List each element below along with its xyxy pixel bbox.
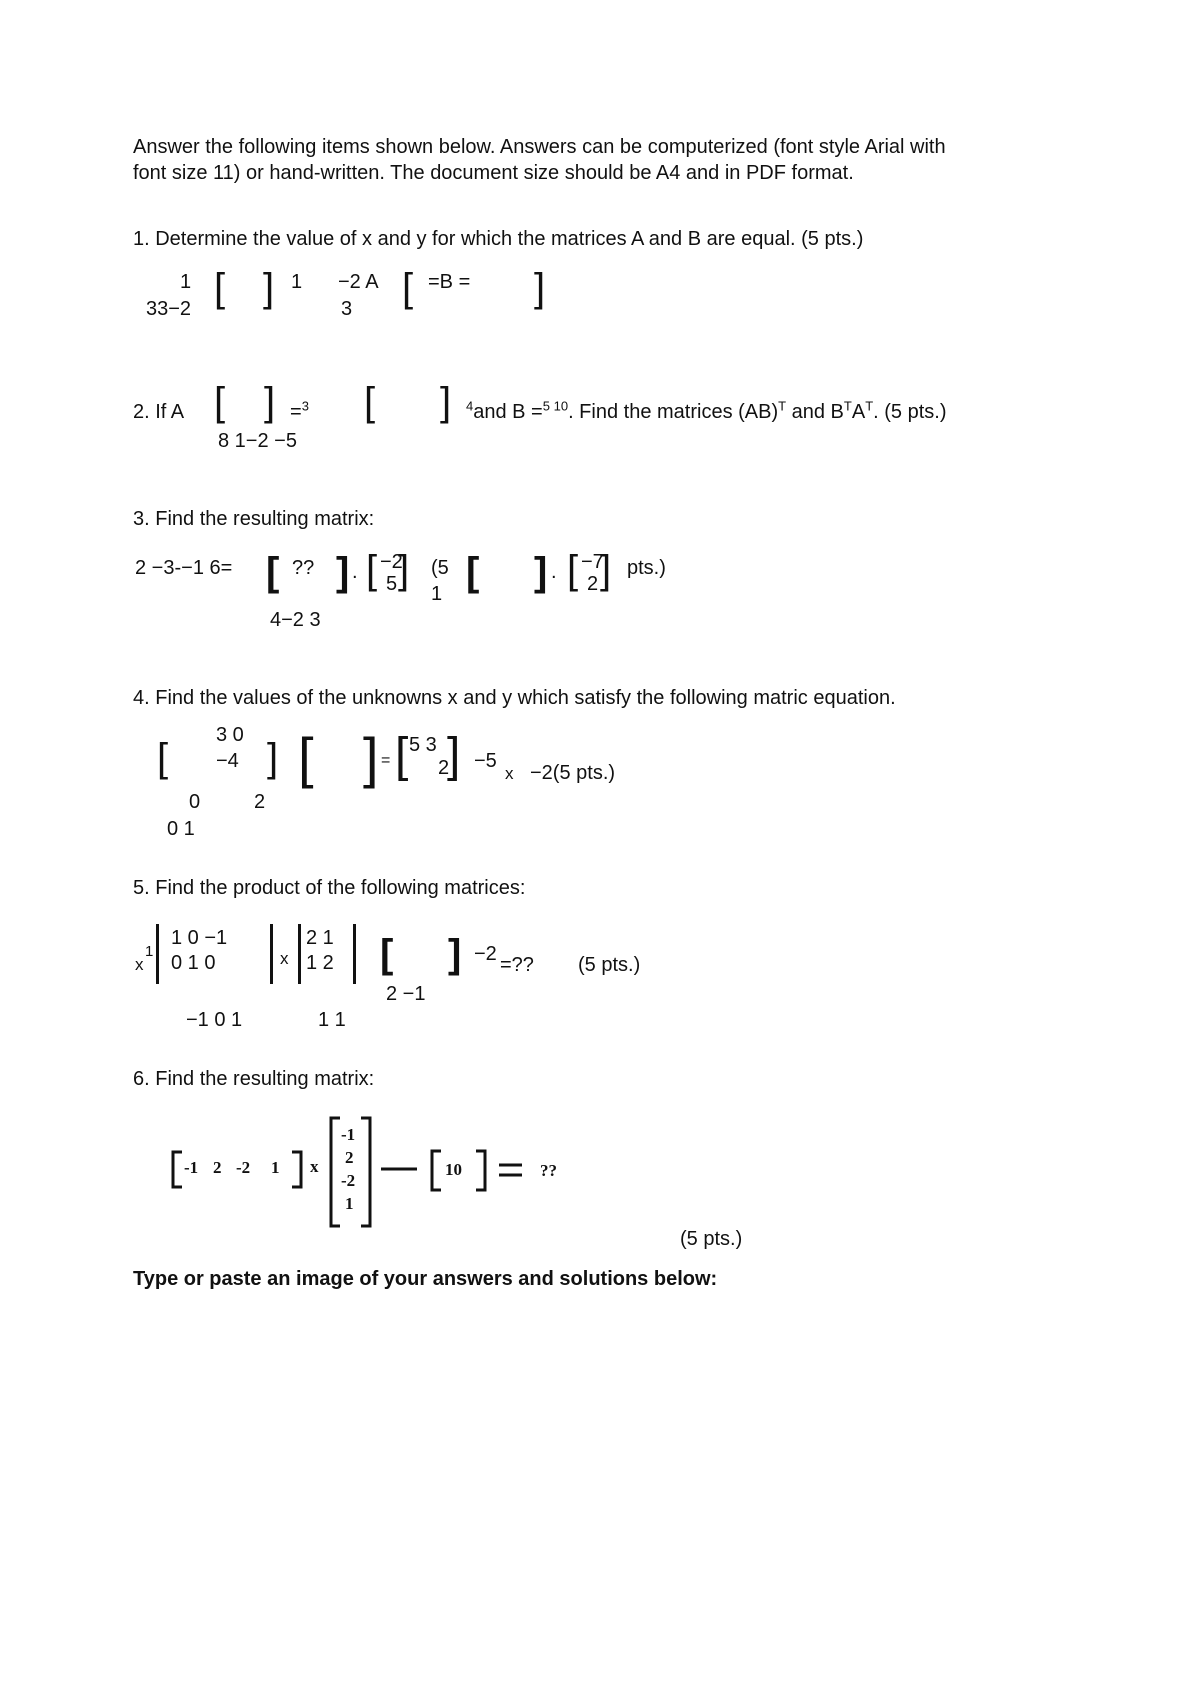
answer-instructions: Type or paste an image of your answers and solutions below: xyxy=(133,1268,718,1290)
q5-m2-r2: 1 2 xyxy=(306,952,334,974)
q3-one: 1 xyxy=(431,583,443,605)
q5-m1-r3: −1 0 1 xyxy=(186,1009,243,1031)
q6-qq: ?? xyxy=(540,1161,557,1180)
q2-and: and B xyxy=(786,401,844,423)
q1-eq-b: =B = xyxy=(428,271,471,293)
q3-v2-top: −7 xyxy=(581,551,604,573)
q4-left-bracket-3: [ xyxy=(395,729,409,782)
q3-dot-1: . xyxy=(352,561,358,583)
q6-col-item: 1 xyxy=(345,1194,354,1213)
q1-m-bottom: 3 xyxy=(341,298,353,320)
q5-sup1: 1 xyxy=(145,943,154,960)
q4-tail: −2(5 pts.) xyxy=(530,762,616,784)
q5-neg2: −2 xyxy=(474,943,497,965)
q5-m1-right-bar xyxy=(270,924,273,984)
q5-eqq: =?? xyxy=(500,954,534,976)
q2-right-bracket-1: ] xyxy=(264,380,276,424)
q6-row-right-bracket xyxy=(292,1152,301,1187)
q1-m-top-1: 1 xyxy=(291,271,303,293)
q2-right-bracket-2: ] xyxy=(440,380,452,424)
question-4: 4. Find the values of the unknowns x and y which satisfy the following matric equation. xyxy=(133,687,896,709)
question-5: 5. Find the product of the following matrices: xyxy=(133,877,526,899)
q5-mid: 2 −1 xyxy=(386,983,426,1005)
q3-right-bracket-3: ] xyxy=(534,550,548,594)
q2-prefix: 2. If A xyxy=(133,401,185,423)
q3-expr: 2 −3-−1 6= xyxy=(135,557,233,579)
q6-x: x xyxy=(310,1157,319,1176)
q1-m-top-2: −2 A xyxy=(338,271,379,293)
q3-pts: pts.) xyxy=(627,557,666,579)
q6-row-item: -2 xyxy=(236,1158,251,1177)
q2-sup-5-10: 5 10 xyxy=(542,398,569,414)
q3-dot-2: . xyxy=(551,561,557,583)
q5-m2-r1: 2 1 xyxy=(306,927,334,949)
q4-left-bracket-1: [ xyxy=(157,736,169,780)
q3-left-bracket-3: [ xyxy=(466,550,480,594)
q3-right-bracket-2: ] xyxy=(398,548,410,592)
q5-pts: (5 pts.) xyxy=(578,954,641,976)
q4-left-bracket-2: [ xyxy=(298,726,314,789)
q4-m-mid: −4 xyxy=(216,750,239,772)
q4-right-bracket-2: ] xyxy=(363,726,379,789)
q1-a-bottom: 33−2 xyxy=(146,298,192,320)
q5-left-bracket: [ xyxy=(380,932,394,976)
q3-right-bracket-1: ] xyxy=(336,550,350,594)
q2-and-b: and B = xyxy=(473,401,543,423)
q2-sup-4: 4 xyxy=(466,398,474,414)
q3-qq: ?? xyxy=(292,557,315,579)
q2-bottom: 8 1−2 −5 xyxy=(218,430,297,452)
q3-v2-bot: 2 xyxy=(587,573,599,595)
q6-equation xyxy=(160,1110,760,1240)
q3-p5: (5 xyxy=(431,557,449,579)
q4-m-top: 3 0 xyxy=(216,724,244,746)
q2-pts: . (5 pts.) xyxy=(873,401,947,423)
q6-ten-left-bracket xyxy=(432,1151,441,1190)
q4-neg5: −5 xyxy=(474,750,497,772)
q6-pts: (5 pts.) xyxy=(680,1228,743,1250)
q2-find: . Find the matrices (AB) xyxy=(568,401,779,423)
q5-m1-r2: 0 1 0 xyxy=(171,952,216,974)
q4-b2: 2 xyxy=(254,791,266,813)
q6-row-left-bracket xyxy=(173,1152,182,1187)
q5-right-bracket: ] xyxy=(448,932,462,976)
intro-line-2: font size 11) or hand-written. The document size should be A4 and in PDF format. xyxy=(133,162,854,184)
q2-left-bracket-2: [ xyxy=(364,380,376,424)
q5-m2-left-bar xyxy=(298,924,301,984)
q6-col-item: -2 xyxy=(341,1171,356,1190)
q4-r1: 5 3 xyxy=(409,734,437,756)
q2-eq xyxy=(290,400,309,424)
q6-col-item: -1 xyxy=(341,1125,356,1144)
q5-x2: x xyxy=(280,949,289,968)
q5-m2-right-bar xyxy=(353,924,356,984)
q6-ten: 10 xyxy=(445,1160,462,1179)
q6-col-right-bracket xyxy=(361,1118,370,1226)
q5-m2-r3: 1 1 xyxy=(318,1009,346,1031)
q1-left-bracket-1: [ xyxy=(214,266,226,310)
q4-b1: 0 xyxy=(189,791,201,813)
q3-v1-top: −2 xyxy=(380,551,403,573)
q4-x: x xyxy=(505,764,514,783)
q4-right-bracket-1: ] xyxy=(267,736,279,780)
q6-col-item: 2 xyxy=(345,1148,354,1167)
q3-left-bracket-1: [ xyxy=(266,550,280,594)
q3-right-bracket-4: ] xyxy=(600,548,612,592)
q4-b3: 0 1 xyxy=(167,818,195,840)
q1-right-bracket-2: ] xyxy=(534,266,546,310)
q5-m1-left-bar xyxy=(156,924,159,984)
q3-v1-bot: 5 xyxy=(386,573,398,595)
q2-sup-t-3: T xyxy=(865,398,874,414)
q1-right-bracket-1: ] xyxy=(263,266,275,310)
q2-eq-sign: = xyxy=(290,401,302,423)
q6-col-left-bracket xyxy=(331,1118,340,1226)
q1-a-top: 1 xyxy=(180,271,192,293)
question-1: 1. Determine the value of x and y for which the matrices A and B are equal. (5 pts.) xyxy=(133,228,864,250)
q4-r2: 2 xyxy=(438,757,450,779)
q2-sup-t-2: T xyxy=(843,398,852,414)
q2-sup-3: 3 xyxy=(301,398,309,414)
q6-ten-right-bracket xyxy=(476,1151,485,1190)
intro-line-1: Answer the following items shown below. Answers can be computerized (font style Arial with xyxy=(133,136,946,158)
q2-left-bracket-1: [ xyxy=(214,380,226,424)
q1-left-bracket-2: [ xyxy=(402,266,414,310)
q3-bottom: 4−2 3 xyxy=(270,609,321,631)
q6-row-item: 1 xyxy=(271,1158,280,1177)
q3-left-bracket-4: [ xyxy=(567,548,579,592)
q2-a: A xyxy=(851,401,866,423)
q2-main-line xyxy=(466,400,947,424)
q4-right-bracket-3: ] xyxy=(447,729,461,782)
q6-row-item: 2 xyxy=(213,1158,222,1177)
question-3: 3. Find the resulting matrix: xyxy=(133,508,375,530)
question-6: 6. Find the resulting matrix: xyxy=(133,1068,375,1090)
q5-x1: x xyxy=(135,955,144,974)
q2-sup-t-1: T xyxy=(778,398,787,414)
q5-m1-r1: 1 0 −1 xyxy=(171,927,228,949)
q3-left-bracket-2: [ xyxy=(366,548,378,592)
q6-row-item: -1 xyxy=(184,1158,199,1177)
q4-eq: = xyxy=(381,752,391,769)
